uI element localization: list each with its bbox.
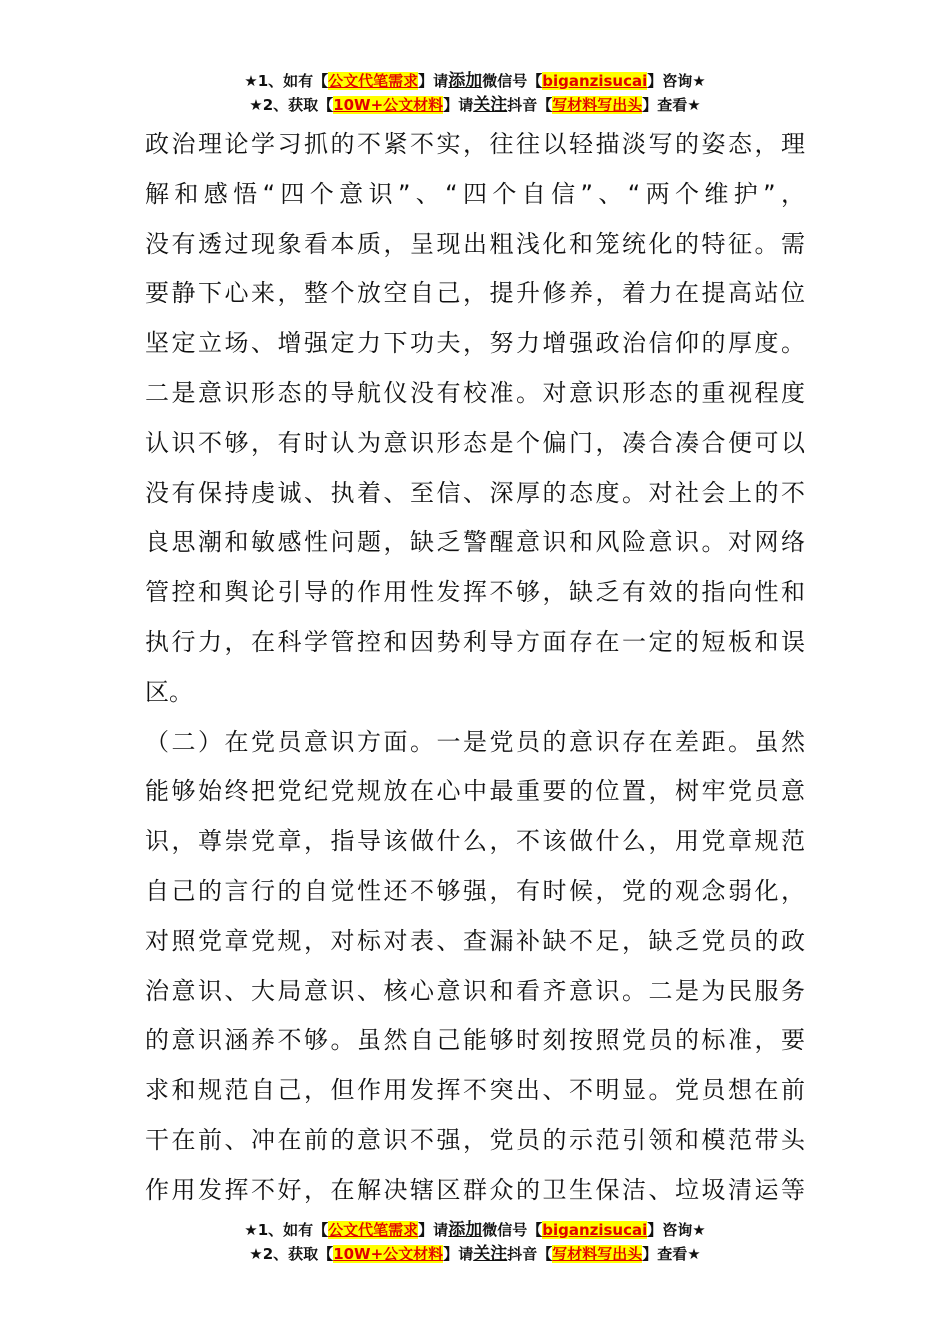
banner-line-1 (0, 69, 950, 93)
text-line: 求和规范自己，但作用发挥不突出、不明显。党员想在前 (145, 1076, 805, 1105)
banner-text: ★2、获取【 (249, 96, 334, 114)
footer-banner (0, 1218, 950, 1266)
banner-highlight: 10W+公文材料 (333, 1245, 444, 1263)
text-line: 良思潮和敏感性问题，缺乏警醒意识和风险意识。对网络 (145, 528, 805, 557)
text-line: 没有透过现象看本质，呈现出粗浅化和笼统化的特征。需 (145, 229, 805, 258)
banner-text: ★1、如有【 (244, 1221, 329, 1239)
banner-text: 】请 (418, 1221, 449, 1239)
banner-text: 】咨询★ (647, 72, 706, 90)
text-line: 能够始终把党纪党规放在心中最重要的位置，树牢党员意 (145, 777, 805, 806)
text-line: 对照党章党规，对标对表、查漏补缺不足，缺乏党员的政 (145, 926, 805, 955)
text-line: 要静下心来，整个放空自己，提升修养，着力在提高站位 (145, 279, 805, 308)
banner-text: 】请 (418, 72, 449, 90)
banner-underline: 关注 (473, 95, 508, 115)
banner-text: 抖音【 (507, 96, 553, 114)
text-line: 没有保持虔诚、执着、至信、深厚的态度。对社会上的不 (145, 478, 805, 507)
text-line: 认识不够，有时认为意识形态是个偏门，凑合凑合便可以 (145, 428, 805, 457)
banner-highlight: 公文代笔需求 (328, 72, 419, 90)
banner-line-2 (0, 93, 950, 117)
text-line: （二）在党员意识方面。一是党员的意识存在差距。虽然 (145, 727, 805, 756)
banner-text: 】请 (443, 1245, 474, 1263)
banner-text: 抖音【 (507, 1245, 553, 1263)
banner-highlight: biganzisucai (542, 72, 648, 90)
banner-underline: 添加 (448, 71, 483, 91)
banner-text: 】请 (443, 96, 474, 114)
banner-text: ★2、获取【 (249, 1245, 334, 1263)
banner-highlight: 10W+公文材料 (333, 96, 444, 114)
text-line: 识，尊崇党章，指导该做什么，不该做什么，用党章规范 (145, 827, 805, 856)
banner-highlight: 写材料写出头 (552, 96, 643, 114)
text-line: 自己的言行的自觉性还不够强，有时候，党的观念弱化， (145, 876, 805, 905)
banner-line-2 (0, 1242, 950, 1266)
text-line: 作用发挥不好，在解决辖区群众的卫生保洁、垃圾清运等 (145, 1175, 805, 1204)
banner-text: 】查看★ (642, 1245, 701, 1263)
text-line: 的意识涵养不够。虽然自己能够时刻按照党员的标准，要 (145, 1026, 805, 1055)
text-line: 治意识、大局意识、核心意识和看齐意识。二是为民服务 (145, 976, 805, 1005)
banner-text: 微信号【 (482, 1221, 543, 1239)
banner-text: 】咨询★ (647, 1221, 706, 1239)
text-line: 解和感悟“四个意识”、“四个自信”、“两个维护”， (145, 179, 805, 208)
banner-text: 微信号【 (482, 72, 543, 90)
banner-highlight: 写材料写出头 (552, 1245, 643, 1263)
banner-underline: 添加 (448, 1220, 483, 1240)
text-line: 干在前、冲在前的意识不强，党员的示范引领和模范带头 (145, 1125, 805, 1154)
banner-line-1 (0, 1218, 950, 1242)
text-line: 管控和舆论引导的作用性发挥不够，缺乏有效的指向性和 (145, 578, 805, 607)
text-line: 二是意识形态的导航仪没有校准。对意识形态的重视程度 (145, 378, 805, 407)
banner-underline: 关注 (473, 1244, 508, 1264)
text-line: 执行力，在科学管控和因势利导方面存在一定的短板和误 (145, 627, 805, 656)
text-line: 政治理论学习抓的不紧不实，往往以轻描淡写的姿态，理 (145, 130, 805, 158)
header-banner (0, 69, 950, 117)
banner-highlight: biganzisucai (542, 1221, 648, 1239)
banner-highlight: 公文代笔需求 (328, 1221, 419, 1239)
banner-text: ★1、如有【 (244, 72, 329, 90)
text-line: 坚定立场、增强定力下功夫，努力增强政治信仰的厚度。 (145, 329, 805, 358)
document-body (145, 120, 805, 1216)
text-line: 区。 (145, 677, 193, 706)
banner-text: 】查看★ (642, 96, 701, 114)
